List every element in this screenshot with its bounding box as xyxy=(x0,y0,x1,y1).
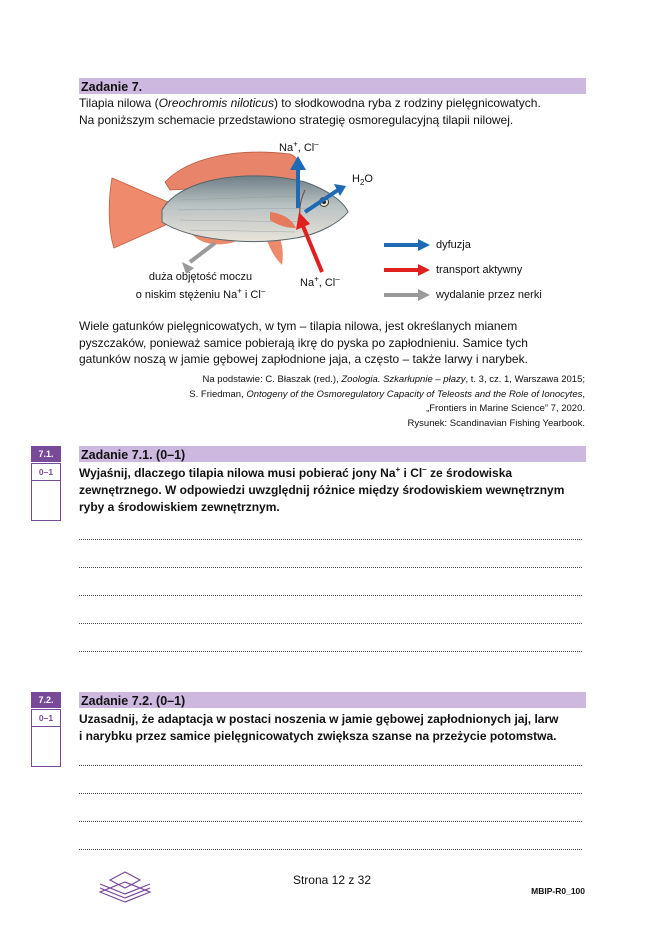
source-citation: Na podstawie: C. Błaszak (red.), Zoologia. Szkarłupnie – płazy, t. 3, cz. 1, Warszawa 2015; S. Friedman, Ontogeny of the Osmoregulatory Capacity of Teleosts and the Role of Ionocytes, „Frontiers in Marine Science” 7, 2020. Rysunek: Scandinavian Fishing Yearbook. xyxy=(189,374,585,429)
label-urine: duża objętość moczu o niskim stężeniu Na+ i Cl– xyxy=(135,271,266,301)
page-number: Strona 12 z 32 xyxy=(292,873,372,887)
task-7-1-score-box xyxy=(31,463,61,521)
task-7-paragraph: Wiele gatunków pielęgnicowatych, w tym – tilapia nilowa, jest określanych mianem pyszczaków, ponieważ samice pobierają ikrę do pyska po zapłodnieniu. Samice tych gatunków noszą w jamie gębowej zapłodnione jaja, a często – także larwy i narybek. xyxy=(79,319,528,366)
answer-line-7-1-4[interactable] xyxy=(79,622,582,624)
diffusion-arrow-ions-head xyxy=(290,156,306,170)
task-7-1-tag: 7.1. xyxy=(31,446,61,462)
legend-active-transport-label: transport aktywny xyxy=(436,264,523,276)
answer-line-7-1-3[interactable] xyxy=(79,594,582,596)
task-7-2-title: Zadanie 7.2. (0–1) xyxy=(81,694,186,708)
diffusion-arrow-water xyxy=(305,190,338,212)
intro-line-2: Na poniższym schemacie przedstawiono strategię osmoregulacyjną tilapii nilowej. xyxy=(79,113,514,127)
answer-line-7-2-1[interactable] xyxy=(79,764,582,766)
answer-line-7-1-5[interactable] xyxy=(79,650,582,652)
legend-kidney-label: wydalanie przez nerki xyxy=(436,289,542,301)
task-7-2-score: 0–1 xyxy=(32,710,60,727)
task-7-2-question: Uzasadnij, że adaptacja w postaci noszenia w jamie gębowej zapłodnionych jaj, larw i narybku przez samice pielęgnicowatych zwiększa szanse na przeżycie potomstwa. xyxy=(79,712,559,743)
active-transport-arrow xyxy=(303,226,322,272)
answer-line-7-1-1[interactable] xyxy=(79,538,582,540)
answer-line-7-2-3[interactable] xyxy=(79,820,582,822)
kidney-excretion-arrow xyxy=(190,243,215,262)
answer-line-7-2-4[interactable] xyxy=(79,848,582,850)
task-7-2-tag: 7.2. xyxy=(31,692,61,708)
label-ions-in: Na+, Cl– xyxy=(300,274,340,289)
label-water: $H_2O$ xyxy=(352,173,373,188)
task-7-1-header xyxy=(79,446,586,462)
task-7-1-score: 0–1 xyxy=(32,464,60,481)
label-ions-out: Na+, Cl– xyxy=(279,139,319,154)
task-7-2-header xyxy=(79,692,586,708)
task-7-2-score-box xyxy=(31,709,61,767)
answer-line-7-1-2[interactable] xyxy=(79,566,582,568)
task-7-1-question: Wyjaśnij, dlaczego tilapia nilowa musi pobierać jony Na+ i Cl– ze środowiska zewnętrznego. W odpowiedzi uwzględnij różnice między środowiskiem wewnętrznym ryby a środowiskiem zewnętrznym. xyxy=(79,465,565,514)
legend-diffusion-label: dyfuzja xyxy=(436,239,471,251)
task-7-1-title: Zadanie 7.1. (0–1) xyxy=(81,448,186,462)
intro-line-1: Tilapia nilowa (Oreochromis niloticus) to słodkowodna ryba z rodziny pielęgnicowatych. xyxy=(79,96,541,110)
answer-line-7-2-2[interactable] xyxy=(79,792,582,794)
exam-code: MBIP-R0_100 xyxy=(531,886,585,896)
task-7-title: Zadanie 7. xyxy=(81,80,143,94)
